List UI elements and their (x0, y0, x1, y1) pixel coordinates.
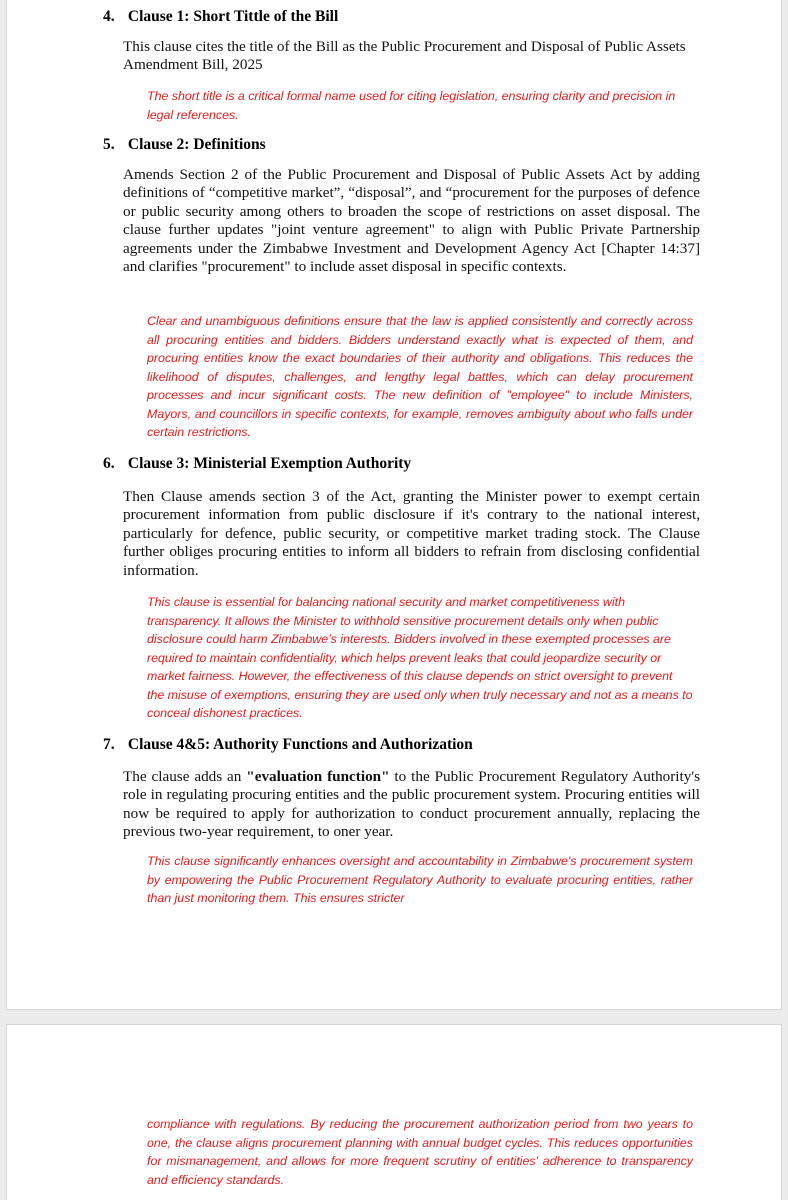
section-title: Clause 4&5: Authority Functions and Authorization (127, 736, 473, 753)
section-title: Clause 1: Short Tittle of the Bill (127, 8, 339, 25)
section-title: Clause 3: Ministerial Exemption Authority (127, 455, 412, 472)
section-note-5: Clear and unambiguous definitions ensure that the law is applied consistently and correctly across all procuring entities and bidders. Bidders understand exactly what is expected of them, and procuring entities know the exact boundaries of their authority and obligations. This reduces the likelihood of disputes, challenges, and lengthy legal battles, which can delay procurement processes and incur significant costs. The new definition of "employee" to include Ministers, Mayors, and councillors in specific contexts, for example, removes ambiguity about who falls under certain restrictions. (147, 314, 693, 439)
body-text: The clause adds an (123, 768, 247, 785)
section-note-6: This clause is essential for balancing national security and market competitiveness with transparency. It allows the Minister to withhold sensitive procurement details only when public disclosure could harm Zimbabwe’s interests. Bidders involved in these exempted processes are required to maintain confidentiality, which helps prevent leaks that could jeopardize security or market fairness. However, the effectiveness of this clause depends on strict oversight to prevent the misuse of exemptions, ensuring they are used only when truly necessary and not as a means to conceal dishonest practices. (147, 595, 693, 720)
section-body-6: Then Clause amends section 3 of the Act, granting the Minister power to exempt certain procurement information from public disclosure if it's contrary to the national interest, particularly for defence, public security, or competitive market trading stock. The Clause further obliges procuring entities to inform all bidders to refrain from disclosing confidential information. (123, 488, 700, 579)
section-body-4: This clause cites the title of the Bill as the Public Procurement and Disposal of Public Assets Amendment Bill, 2025 (123, 38, 686, 74)
body-text: to the Public Procurement Regulatory Authority's role in regulating procuring entities and the public procurement system. Procuring entities will now be required to apply for authorization to conduct procurement annually, replacing the previous two-year requirement, to oner year. (123, 768, 700, 841)
document-page-1 (6, 0, 782, 1010)
document-page-2 (6, 1024, 782, 1200)
section-title: Clause 2: Definitions (127, 136, 266, 153)
evaluation-function-term: "evaluation function" (246, 768, 390, 785)
section-heading-5 (103, 135, 266, 155)
section-body-5: Amends Section 2 of the Public Procurement and Disposal of Public Assets Act by adding definitions of “competitive market”, “disposal”, and “procurement for the purposes of defence or public security among others to broaden the scope of restrictions on asset disposal. The clause further updates "joint venture agreement" to align with Public Private Partnership agreements under the Zimbabwe Investment and Development Agency Act [Chapter 14:37] and clarifies "procurement" to include asset disposal in specific contexts. (123, 166, 700, 276)
section-number: 5. (103, 136, 115, 153)
section-number: 7. (103, 736, 115, 753)
section-note-4: The short title is a critical formal name used for citing legislation, ensuring clarity and precision in legal references. (147, 89, 676, 122)
section-heading-4 (103, 7, 338, 27)
section-heading-7 (103, 735, 473, 755)
section-number: 4. (103, 8, 115, 25)
section-note-7: This clause significantly enhances oversight and accountability in Zimbabwe's procurement system by empowering the Public Procurement Regulatory Authority to evaluate procuring entities, rather than just monitoring them. This ensures stricter (147, 854, 693, 905)
section-heading-6 (103, 454, 411, 474)
section-note-7-continued: compliance with regulations. By reducing the procurement authorization period from two years to one, the clause aligns procurement planning with annual budget cycles. This reduces opportunities for mismanagement, and allows for more frequent scrutiny of entities' adherence to transparency and efficiency standards. (147, 1117, 693, 1187)
section-body-7 (123, 768, 700, 842)
section-number: 6. (103, 455, 115, 472)
